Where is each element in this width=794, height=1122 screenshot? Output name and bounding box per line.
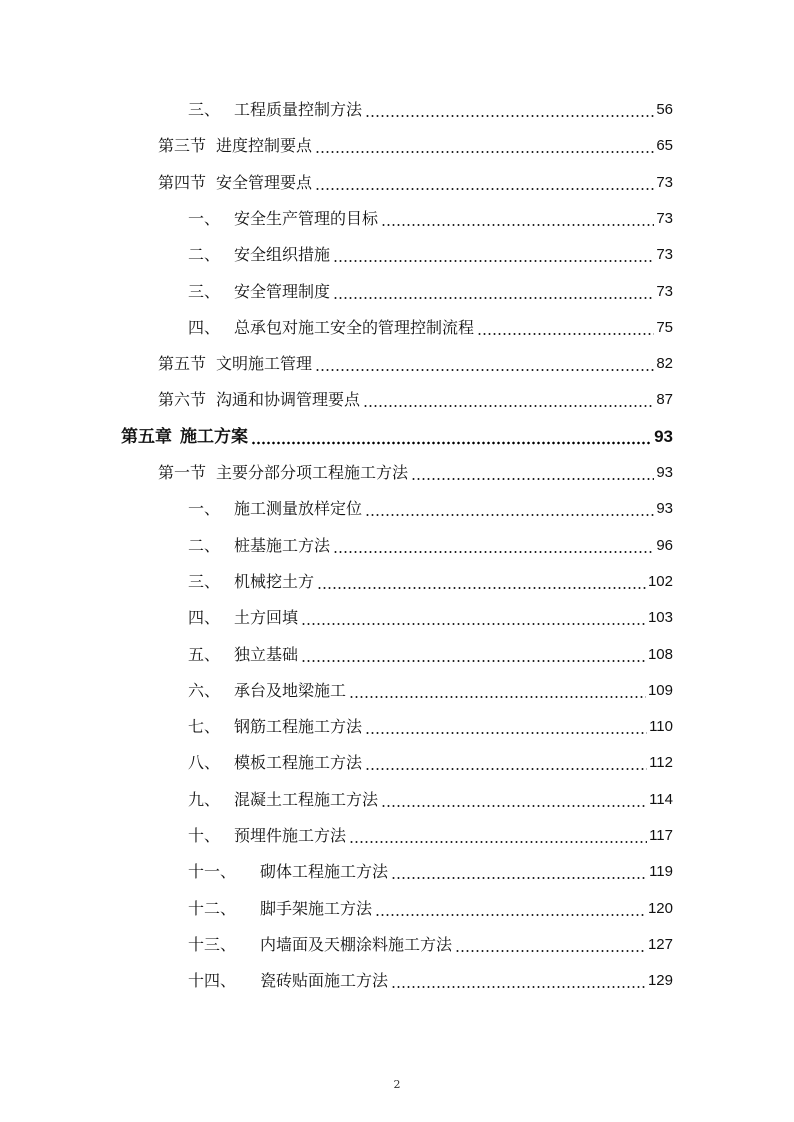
toc-entry-label	[188, 317, 474, 339]
toc-entry-page: 75	[656, 318, 673, 336]
toc-entry-label	[188, 861, 388, 883]
toc-entry[interactable]	[188, 277, 673, 303]
toc-entry-title: 土方回填	[234, 608, 299, 628]
toc-entry-label	[188, 789, 378, 811]
dot-leader	[251, 431, 652, 445]
toc-entry[interactable]	[188, 494, 673, 520]
toc-entry-number: 一、	[188, 499, 221, 519]
toc-entry-title: 安全生产管理的目标	[234, 208, 379, 228]
toc-entry-page: 93	[656, 500, 673, 518]
toc-entry[interactable]	[188, 204, 673, 230]
toc-entry-label	[188, 934, 452, 956]
dot-leader	[333, 249, 654, 263]
toc-entry[interactable]	[188, 640, 673, 666]
toc-entry[interactable]	[158, 168, 673, 194]
toc-entry-number: 九、	[188, 789, 221, 809]
dot-leader	[317, 576, 646, 590]
toc-entry-number: 第一节	[158, 463, 207, 482]
toc-entry-label	[188, 281, 330, 303]
toc-entry-title: 总承包对施工安全的管理控制流程	[234, 317, 475, 337]
toc-entry-number: 四、	[188, 317, 221, 337]
toc-entry[interactable]	[121, 422, 673, 448]
dot-leader	[391, 975, 646, 989]
toc-entry-title: 瓷砖贴面施工方法	[260, 971, 389, 991]
toc-entry-page: 73	[656, 282, 673, 300]
toc-entry-label	[188, 752, 362, 774]
toc-entry-number: 十三、	[188, 934, 237, 954]
toc-entry[interactable]	[188, 531, 673, 557]
toc-entry-page: 82	[656, 355, 673, 373]
toc-entry-number: 三、	[188, 100, 221, 119]
toc-entry-label	[188, 825, 346, 847]
toc-entry-page: 93	[654, 426, 673, 446]
toc-entry-label	[188, 644, 298, 666]
dot-leader	[455, 939, 646, 953]
toc-entry-page: 93	[656, 464, 673, 481]
toc-entry[interactable]	[158, 458, 673, 484]
toc-entry[interactable]	[188, 966, 673, 992]
toc-entry-label	[158, 135, 312, 157]
toc-entry[interactable]	[188, 894, 673, 920]
dot-leader	[349, 685, 646, 699]
toc-entry-label	[188, 607, 298, 629]
dot-leader	[375, 903, 646, 917]
toc-entry[interactable]	[188, 712, 673, 738]
toc-entry-title: 桩基施工方法	[234, 535, 331, 555]
dot-leader	[381, 213, 654, 227]
toc-entry-number: 四、	[188, 608, 221, 628]
toc-entry-number: 五、	[188, 644, 221, 664]
toc-entry-number: 第五节	[158, 354, 207, 374]
toc-entry-page: 65	[656, 137, 673, 155]
dot-leader	[349, 830, 647, 844]
dot-leader	[411, 467, 654, 481]
toc-entry-title: 文明施工管理	[216, 354, 313, 374]
toc-entry-label	[158, 353, 312, 375]
toc-entry-number: 第六节	[158, 390, 207, 410]
toc-entry-number: 十四、	[188, 971, 237, 991]
toc-entry[interactable]	[188, 603, 673, 629]
toc-entry-title: 沟通和协调管理要点	[216, 390, 361, 410]
toc-entry-label	[188, 244, 330, 266]
toc-entry-page: 120	[647, 899, 673, 917]
toc-entry-page: 73	[656, 173, 673, 191]
toc-entry-page: 112	[649, 754, 673, 772]
toc-entry-title: 混凝土工程施工方法	[234, 789, 379, 809]
toc-entry-title: 承台及地梁施工	[234, 680, 347, 700]
toc-entry-label	[121, 426, 248, 448]
toc-entry[interactable]	[188, 240, 673, 266]
toc-entry[interactable]	[188, 821, 673, 847]
toc-entry-label	[188, 99, 362, 121]
toc-entry[interactable]	[188, 95, 673, 121]
toc-entry-title: 主要分部分项工程施工方法	[216, 463, 409, 482]
toc-entry[interactable]	[188, 748, 673, 774]
toc-entry[interactable]	[188, 785, 673, 811]
dot-leader	[391, 866, 647, 880]
toc-entry-number: 十二、	[188, 898, 237, 918]
toc-entry-number: 三、	[188, 571, 221, 591]
toc-entry-title: 砌体工程施工方法	[260, 862, 389, 882]
dot-leader	[477, 322, 654, 336]
toc-entry-number: 第五章	[121, 426, 172, 447]
toc-entry[interactable]	[188, 676, 673, 702]
toc-entry-label	[188, 716, 362, 738]
toc-entry-page: 117	[649, 827, 673, 844]
page-number-footer: 2	[393, 1078, 401, 1091]
dot-leader	[363, 394, 654, 408]
toc-entry-number: 第四节	[158, 172, 207, 192]
toc-entry-title: 预埋件施工方法	[234, 826, 347, 845]
toc-entry-page: 127	[647, 935, 673, 953]
toc-entry-title: 机械挖土方	[234, 571, 315, 591]
toc-entry[interactable]	[188, 930, 673, 956]
toc-entry[interactable]	[188, 313, 673, 339]
toc-entry-title: 施工方案	[180, 426, 248, 447]
toc-entry-title: 安全管理要点	[216, 172, 313, 192]
toc-entry-label	[188, 970, 388, 992]
toc-entry[interactable]	[188, 567, 673, 593]
toc-entry-number: 一、	[188, 208, 221, 228]
toc-entry[interactable]	[158, 131, 673, 157]
toc-entry-title: 脚手架施工方法	[260, 898, 373, 918]
toc-entry-page: 103	[647, 609, 673, 627]
toc-entry-page: 129	[647, 972, 673, 990]
toc-entry-page: 110	[649, 718, 673, 736]
toc-entry-number: 第三节	[158, 136, 207, 156]
toc-entry-title: 钢筋工程施工方法	[234, 717, 363, 737]
dot-leader	[315, 177, 654, 191]
toc-entry-page: 56	[656, 101, 673, 118]
dot-leader	[381, 794, 647, 808]
toc-entry-label	[158, 389, 360, 411]
toc-entry-page: 108	[647, 645, 673, 663]
toc-entry-label	[158, 462, 408, 484]
toc-entry-label	[188, 898, 372, 920]
toc-entry-page: 73	[656, 209, 673, 227]
dot-leader	[365, 104, 654, 118]
toc-entry-number: 七、	[188, 717, 221, 737]
toc-entry-label	[188, 498, 362, 520]
toc-entry-title: 独立基础	[234, 644, 299, 664]
toc-entry-title: 安全组织措施	[234, 245, 331, 265]
toc-entry-number: 十一、	[188, 862, 237, 882]
dot-leader	[365, 503, 654, 517]
dot-leader	[301, 612, 646, 626]
toc-entry-title: 施工测量放样定位	[234, 499, 363, 519]
toc-entry-page: 119	[649, 863, 673, 881]
toc-entry-page: 109	[647, 681, 673, 699]
toc-entry-title: 进度控制要点	[216, 136, 313, 156]
toc-entry-number: 十、	[188, 826, 221, 845]
toc-entry-number: 八、	[188, 753, 221, 773]
dot-leader	[333, 540, 654, 554]
toc-entry-page: 73	[656, 246, 673, 264]
dot-leader	[315, 140, 654, 154]
toc-entry-page: 87	[656, 391, 673, 409]
dot-leader	[333, 286, 654, 300]
toc-entry-title: 工程质量控制方法	[234, 100, 363, 119]
toc-entry[interactable]	[188, 857, 673, 883]
toc-entry-number: 二、	[188, 245, 221, 265]
toc-entry-number: 二、	[188, 535, 221, 555]
toc-entry-page: 114	[649, 790, 673, 808]
toc-entry-label	[188, 571, 314, 593]
toc-entry[interactable]	[158, 349, 673, 375]
toc-entry-title: 安全管理制度	[234, 281, 331, 301]
toc-entry-page: 96	[656, 536, 673, 554]
toc-entry-label	[188, 535, 330, 557]
toc-entry-label	[158, 172, 312, 194]
toc-entry-page: 102	[647, 572, 673, 590]
toc-entry-number: 六、	[188, 680, 221, 700]
dot-leader	[365, 757, 647, 771]
toc-entry-title: 模板工程施工方法	[234, 753, 363, 773]
toc-entry-title: 内墙面及天棚涂料施工方法	[260, 934, 453, 954]
toc-entry-number: 三、	[188, 281, 221, 301]
toc-entry-label	[188, 208, 378, 230]
dot-leader	[315, 358, 654, 372]
toc-entry[interactable]	[158, 385, 673, 411]
toc-entry-label	[188, 680, 346, 702]
dot-leader	[365, 721, 647, 735]
dot-leader	[301, 649, 646, 663]
